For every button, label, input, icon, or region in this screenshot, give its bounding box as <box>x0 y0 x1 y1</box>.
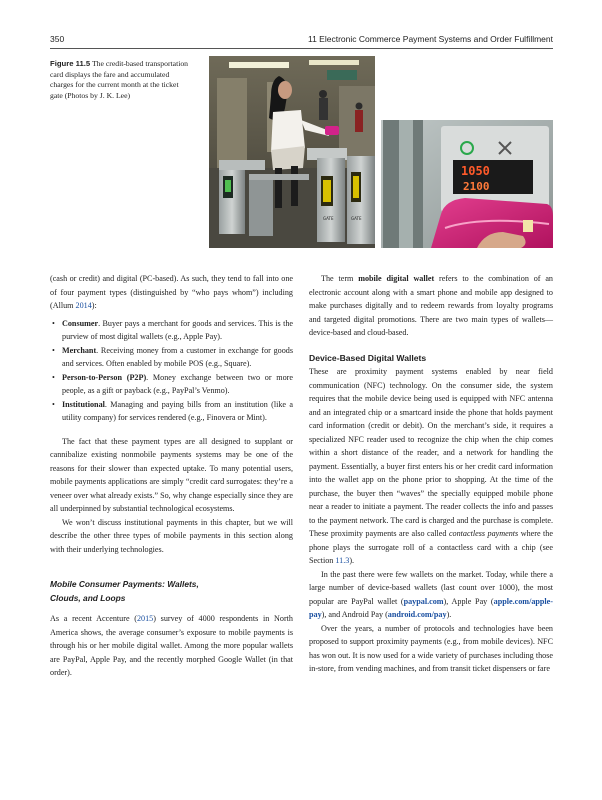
link-paypal[interactable]: paypal.com <box>403 596 444 606</box>
p2-a: These are proximity payment systems enabled by near field communication (NFC) technology. On the consumer side, the system requires that the mobile device being used is equipped with NFC antenna and an integrated chip or a smartcard inside the phone that holds payment card information (credit or debit). On the merchant’s side, it requires a specialized NFC reader used to recognize the chip when the chip comes within a short distance of the reader, and a network for handling the payment. Essentially, a buyer first enters his or her credit card information into the wallet app on the phone prior to shopping. At the time of the purchase, the buyer then “waves” the specially equipped mobile phone near a reader to initiate a payment. The reader collects the info and passes to the payment network. The card is charged and the purchase is complete. These proximity payments are also called <box>309 367 553 538</box>
right-para-4: Over the years, a number of protocols and technologies have been proposed to support proximity payments (e.g., from mobile devices). NFC has won out. It is now used for a wide variety of purchases including those in-store, from vending machines, and from transit ticket dispensers or fare <box>309 623 553 673</box>
section-heading-device-wallets: Device-Based Digital Wallets <box>309 352 427 363</box>
running-header: 11 Electronic Commerce Payment Systems and Order Fulfillment <box>307 34 553 44</box>
p3-c: ), and Android Pay ( <box>321 610 388 619</box>
p2-c: ). <box>349 556 355 565</box>
link-android-pay[interactable]: android.com/pay <box>387 610 447 619</box>
payment-types-list <box>50 317 293 425</box>
left-para-3 <box>50 612 293 680</box>
display-fare: 1050 <box>461 164 490 178</box>
p3-b: ), Apple Pay ( <box>443 596 494 606</box>
bullet-term: Person-to-Person (P2P) <box>62 372 147 382</box>
right-para-3 <box>309 568 553 622</box>
p1-a: The term <box>321 274 359 283</box>
photo-ticket-gate <box>209 56 375 248</box>
list-item <box>50 317 293 344</box>
para3-a: As a recent Accenture ( <box>50 614 137 623</box>
bullet-term: Merchant <box>62 345 97 355</box>
section-heading-mobile-payments <box>50 577 293 605</box>
right-para-1 <box>309 272 553 340</box>
display-total: 2100 <box>463 180 490 193</box>
gate-sign-2: GATE <box>351 216 362 221</box>
left-intro <box>50 272 293 313</box>
bullet-text: . Buyer pays a merchant for goods and services. This is the purview of most digital wallets (e.g., Apple Pay). <box>62 318 293 341</box>
heading-line-1: Mobile Consumer Payments: Wallets, <box>50 579 199 589</box>
p3-a: In the past there were few wallets on the market. Today, while there a large number of device-based wallets (last count over 1000), the most popular are PayPal wallet ( <box>309 569 553 606</box>
term-contactless-payments: contactless payments <box>448 529 519 538</box>
bullet-term: Institutional <box>62 399 105 409</box>
figure-caption-text: The credit-based transportation card displays the fare and accumulated charges for the current month at the ticket gate (Photos by J. K. Lee) <box>50 59 189 100</box>
left-column <box>50 272 293 680</box>
left-para-1: The fact that these payment types are all designed to supplant or cannibalize existing nonmobile payments systems may be one of the reasons for their slower than expected uptake. To many potential users, mobile payments applications are simply “credit card surrogates: they’re a veneer over what already exists.” So, why change especially since they are all underpinned by substantial technological ecosystems. <box>50 436 293 513</box>
heading-line-2: Clouds, and Loops <box>50 593 126 603</box>
section-link-11-3[interactable]: 11.3 <box>335 556 350 565</box>
citation-allum[interactable]: 2014 <box>75 301 92 310</box>
p3-d: ). <box>446 610 452 619</box>
left-para-2: We won’t discuss institutional payments in this chapter, but we will describe the other three types of mobile payments in this section along with their underlying technologies. <box>50 517 293 554</box>
left-intro-end: ): <box>91 301 97 310</box>
list-item <box>50 398 293 425</box>
left-intro-text: (cash or credit) and digital (PC-based). As such, they tend to fall into one of four payment types (distinguished by “who pays whom”) including (Allum <box>50 274 293 310</box>
figure-caption <box>50 59 190 101</box>
link-apple-pay[interactable]: apple.com/apple-pay <box>309 596 553 619</box>
list-item <box>50 344 293 371</box>
bullet-text: . Receiving money from a customer in exchange for goods and services. Often enabled by mobile POS (e.g., Square). <box>62 345 293 368</box>
list-item <box>50 371 293 398</box>
page-number: 350 <box>50 34 65 44</box>
citation-accenture[interactable]: 2015 <box>136 614 154 623</box>
figure-label: Figure 11.5 <box>50 59 91 68</box>
bullet-text: . Money exchange between two or more people, as a gift or payback (e.g., PayPal’s Venmo). <box>62 372 293 395</box>
right-column <box>309 272 553 676</box>
para3-b: ) survey of 4000 respondents in North America shows, the average consumer’s exposure to mobile payments is through his or her mobile digital wallet. Among the more popular wallets are PayPal, Apple Pay, and the recently morphed Google Wallet (in that order). <box>50 614 293 677</box>
gate-sign-1: GATE <box>323 216 334 221</box>
photo-fare-display <box>381 120 553 248</box>
header-rule <box>50 48 553 49</box>
term-mobile-digital-wallet: mobile digital wallet <box>358 274 435 283</box>
right-para-2 <box>309 365 553 568</box>
p2-b: where the phone plays the surrogate roll of a contactless card with a chip (see Section <box>309 529 553 565</box>
bullet-term: Consumer <box>62 318 99 328</box>
p1-b: refers to the combination of an electronic account along with a smart phone and mobile app designed to make purchases digitally and to redeem rewards from loyalty programs and targeted digital promotions. There are two main types of wallets—device-based and cloud-based. <box>309 274 553 337</box>
bullet-text: . Managing and paying bills from an institution (like a utility company) for services rendered (e.g., Finovera or Mint). <box>62 399 293 422</box>
